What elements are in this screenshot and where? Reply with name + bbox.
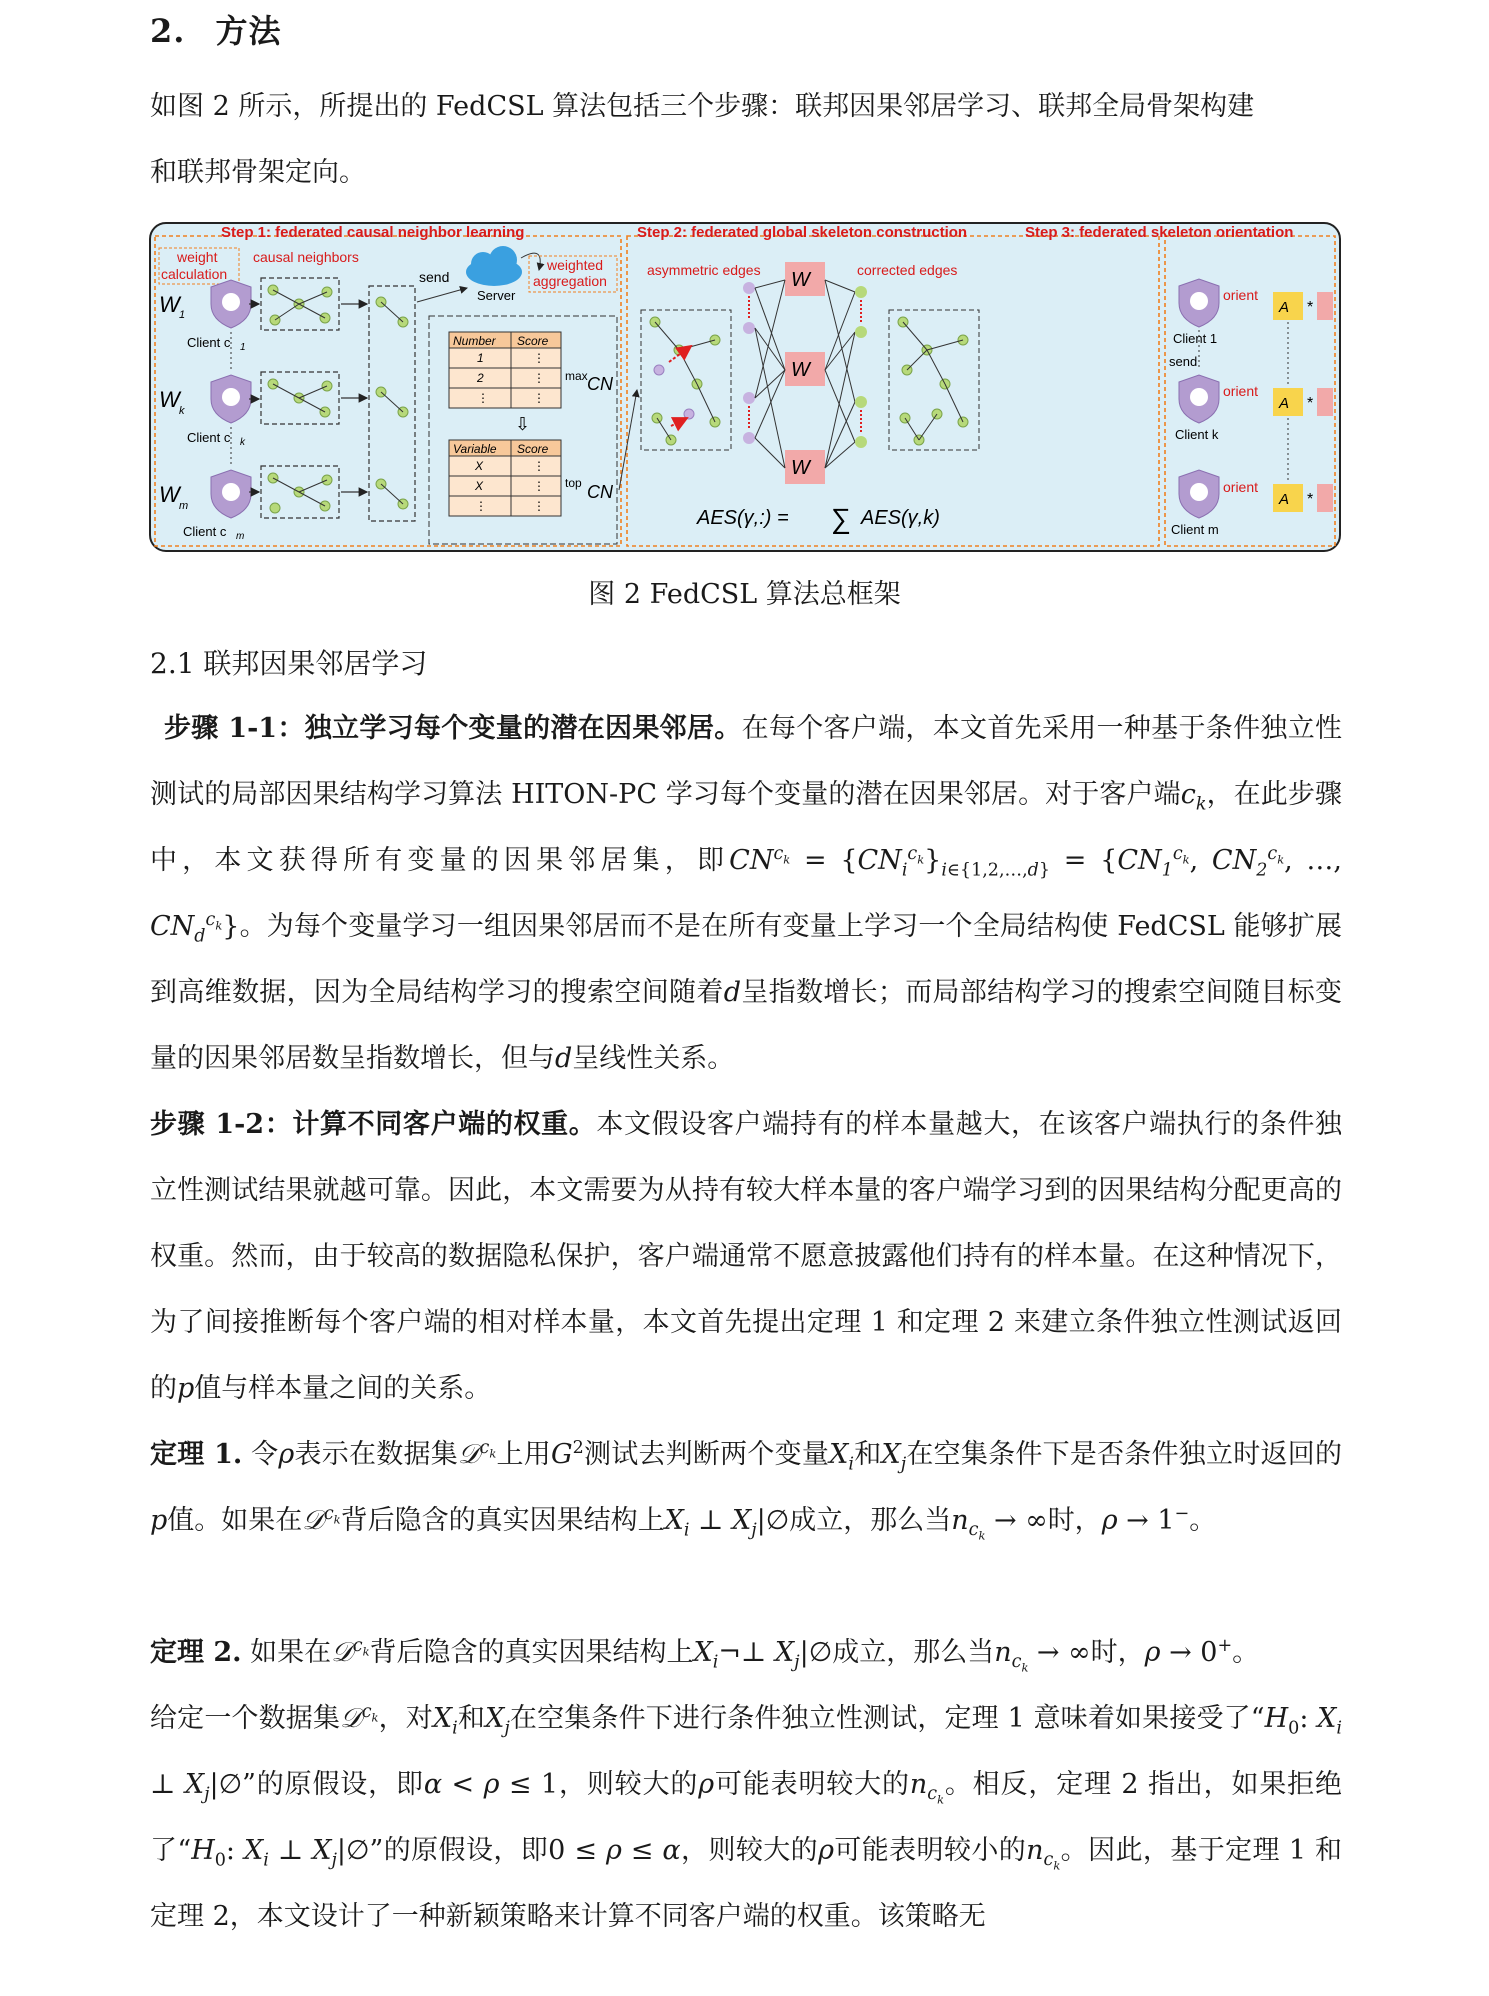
svg-text:X: X (475, 479, 484, 493)
svg-text:m: m (179, 500, 189, 512)
theorem-1-label: 定理 1. (150, 1439, 243, 1470)
svg-text:Number: Number (453, 334, 496, 348)
causal-neighbors-label: causal neighbors (253, 249, 359, 265)
step-1-1-paragraph: 步骤 1-1：独立学习每个变量的潜在因果邻居。在每个客户端，本文首先采用一种基于条件独立性测试的局部因果结构学习算法 HITON-PC 学习每个变量的潜在因果邻居。对于客户端$c_k$，在此步骤中，本文获得所有变量的因果邻居集，即$CN^{c_k} = \{CN_i^{c_k}\}_{i\in\{1,2,\dots,d\}} = \{CN_1^{c_k}$, $CN_2^{c_k}$, …, $CN_d^{c_k}$}。为每个变量学习一组因果邻居而不是在所有变量上学习一个全局结构使 FedCSL 能够扩展到高维数据，因为全局结构学习的搜索空间随着d呈指数增长；而局部结构学习的搜索空间随目标变量的因果邻居数呈指数增长，但与d呈线性关系。 (150, 713, 1343, 1074)
svg-text:1: 1 (240, 342, 246, 353)
weight-calc-label-1: weight (177, 249, 218, 265)
server-label-1: Server (477, 288, 516, 303)
client-ck-label: Client c (187, 430, 231, 445)
svg-text:m: m (236, 531, 245, 542)
svg-text:⋮: ⋮ (533, 479, 545, 493)
theorem-1: 定理 1. 令ρ表示在数据集𝒟$^{c_k}$上用$G^2$测试去判断两个变量$X_i$和$X_j$在空集条件下是否条件独立时返回的p值。如果在𝒟$^{c_k}$背后隐含的真实因果结构上$X_i$ ⊥ $X_j|\emptyset$成立，那么当$n_{c_k}$ → ∞时，ρ → 1−。 (150, 1438, 1343, 1543)
svg-text:⋮: ⋮ (533, 459, 545, 473)
svg-text:⋮: ⋮ (475, 499, 487, 513)
aes-formula-left: AES(γ,:) = (697, 507, 789, 529)
theorem-2-label: 定理 2. (150, 1637, 242, 1668)
client-c1-label: Client c (187, 335, 231, 350)
user-icon (1190, 483, 1208, 501)
user-icon (222, 483, 240, 501)
weight-boxes-step2 (785, 262, 825, 484)
cn-top-label: CN (587, 482, 613, 502)
weight-strategy-paragraph: 给定一个数据集𝒟$^{c_k}$，对$X_i$和$X_j$在空集条件下进行条件独立性测试，定理 1 意味着如果接受了“$H_0$: $X_i$ ⊥ $X_j|\emptyset$”的原假设，即α < ρ ≤ 1，则较大的ρ可能表明较大的$n_{c_k}$。相反，定理 2 指出，如果拒绝了“$H_0$: $X_i$ ⊥ $X_j|\emptyset$”的原假设，即0 ≤ ρ ≤ α，则较大的ρ可能表明较小的$n_{c_k}$。因此，基于定理 1 和定理 2，本文设计了一种新颖策略来计算不同客户端的权重。该策略无 (150, 1702, 1343, 1932)
variable-score-table (449, 440, 561, 516)
aes-formula-right: AES(γ,k) (861, 507, 940, 529)
weighted-agg-label-1: weighted (547, 257, 604, 273)
client-m-label: Client m (1171, 522, 1219, 537)
section-number: 2. (150, 12, 186, 50)
step-1-1-title: 步骤 1-1：独立学习每个变量的潜在因果邻居。 (164, 713, 742, 744)
svg-text:orient: orient (1223, 287, 1259, 303)
number-score-table (449, 332, 561, 408)
weight-calc-label-2: calculation (161, 266, 228, 282)
fedcsl-framework-figure (149, 222, 1341, 552)
svg-text:⋮: ⋮ (533, 371, 545, 385)
svg-text:⋮: ⋮ (533, 351, 545, 365)
max-label: max (565, 369, 588, 383)
send-label-1: send (419, 269, 450, 285)
step3-title: Step 3: federated skeleton orientation (1025, 224, 1294, 241)
svg-text:A: A (1279, 299, 1290, 316)
svg-text:1: 1 (477, 351, 484, 365)
asymmetric-edges-label: asymmetric edges (647, 262, 761, 278)
send-label-step3: send (1169, 354, 1198, 369)
svg-text:*: * (1307, 491, 1314, 508)
svg-text:⋮: ⋮ (533, 391, 545, 405)
weight-w-c1: W (159, 292, 180, 317)
corrected-edges-label: corrected edges (857, 262, 958, 278)
svg-text:∑: ∑ (831, 503, 851, 534)
client-cm-label: Client c (183, 524, 227, 539)
intro-line-1: 如图 2 所示，所提出的 FedCSL 算法包括三个步骤：联邦因果邻居学习、联邦全局骨架构建 (150, 91, 1255, 122)
weighted-agg-label-2: aggregation (533, 273, 607, 289)
svg-text:A: A (1279, 395, 1290, 412)
svg-text:⋮: ⋮ (477, 391, 489, 405)
svg-text:Score: Score (517, 442, 549, 456)
svg-text:⋮: ⋮ (533, 499, 545, 513)
svg-text:W: W (791, 457, 810, 479)
step1-title: Step 1: federated causal neighbor learning (221, 224, 525, 241)
svg-text:1: 1 (179, 309, 186, 321)
svg-text:X: X (475, 459, 484, 473)
user-icon (1190, 292, 1208, 310)
intro-line-2: 和联邦骨架定向。 (150, 157, 366, 188)
step-1-2-paragraph: 步骤 1-2：计算不同客户端的权重。本文假设客户端持有的样本量越大，在该客户端执行的条件独立性测试结果就越可靠。因此，本文需要为从持有较大样本量的客户端学习到的因果结构分配更高的权重。然而，由于较高的数据隐私保护，客户端通常不愿意披露他们持有的样本量。在这种情况下，为了间接推断每个客户端的相对样本量，本文首先提出定理 1 和定理 2 来建立条件独立性测试返回的p值与样本量之间的关系。 (150, 1109, 1343, 1404)
weight-w-cm: W (159, 482, 180, 507)
svg-text:orient: orient (1223, 383, 1259, 399)
section-title: 方法 (215, 12, 282, 50)
svg-text:W: W (791, 269, 810, 291)
subsection-heading: 2.1 联邦因果邻居学习 (150, 647, 428, 680)
weight-w-ck: W (159, 387, 180, 412)
intro-paragraph (150, 74, 1342, 206)
svg-text:2: 2 (477, 371, 484, 385)
step-1-2-title: 步骤 1-2：计算不同客户端的权重。 (150, 1109, 597, 1140)
svg-text:*: * (1307, 395, 1314, 412)
theorem-2: 定理 2. 如果在𝒟$^{c_k}$背后隐含的真实因果结构上$X_i\neg\perp$ $X_j|\emptyset$成立，那么当$n_{c_k}$ → ∞时，ρ → 0+。 (150, 1636, 1260, 1675)
svg-text:W: W (791, 359, 810, 381)
svg-text:A: A (1279, 491, 1290, 508)
svg-text:⇩: ⇩ (515, 414, 531, 434)
cn-max-label: CN (587, 374, 613, 394)
step2-title: Step 2: federated global skeleton construction (637, 224, 968, 241)
svg-text:Score: Score (517, 334, 549, 348)
svg-text:*: * (1307, 299, 1314, 316)
figure-caption: 图 2 FedCSL 算法总框架 (588, 579, 901, 610)
svg-text:orient: orient (1223, 479, 1259, 495)
user-icon (222, 388, 240, 406)
client-1-label: Client 1 (1173, 331, 1218, 346)
section-heading (150, 6, 282, 52)
user-icon (222, 293, 240, 311)
svg-text:k: k (179, 405, 185, 417)
svg-text:Variable: Variable (453, 442, 497, 456)
top-label: top (565, 476, 582, 490)
user-icon (1190, 388, 1208, 406)
svg-text:k: k (240, 437, 245, 448)
client-k-label: Client k (1175, 427, 1219, 442)
